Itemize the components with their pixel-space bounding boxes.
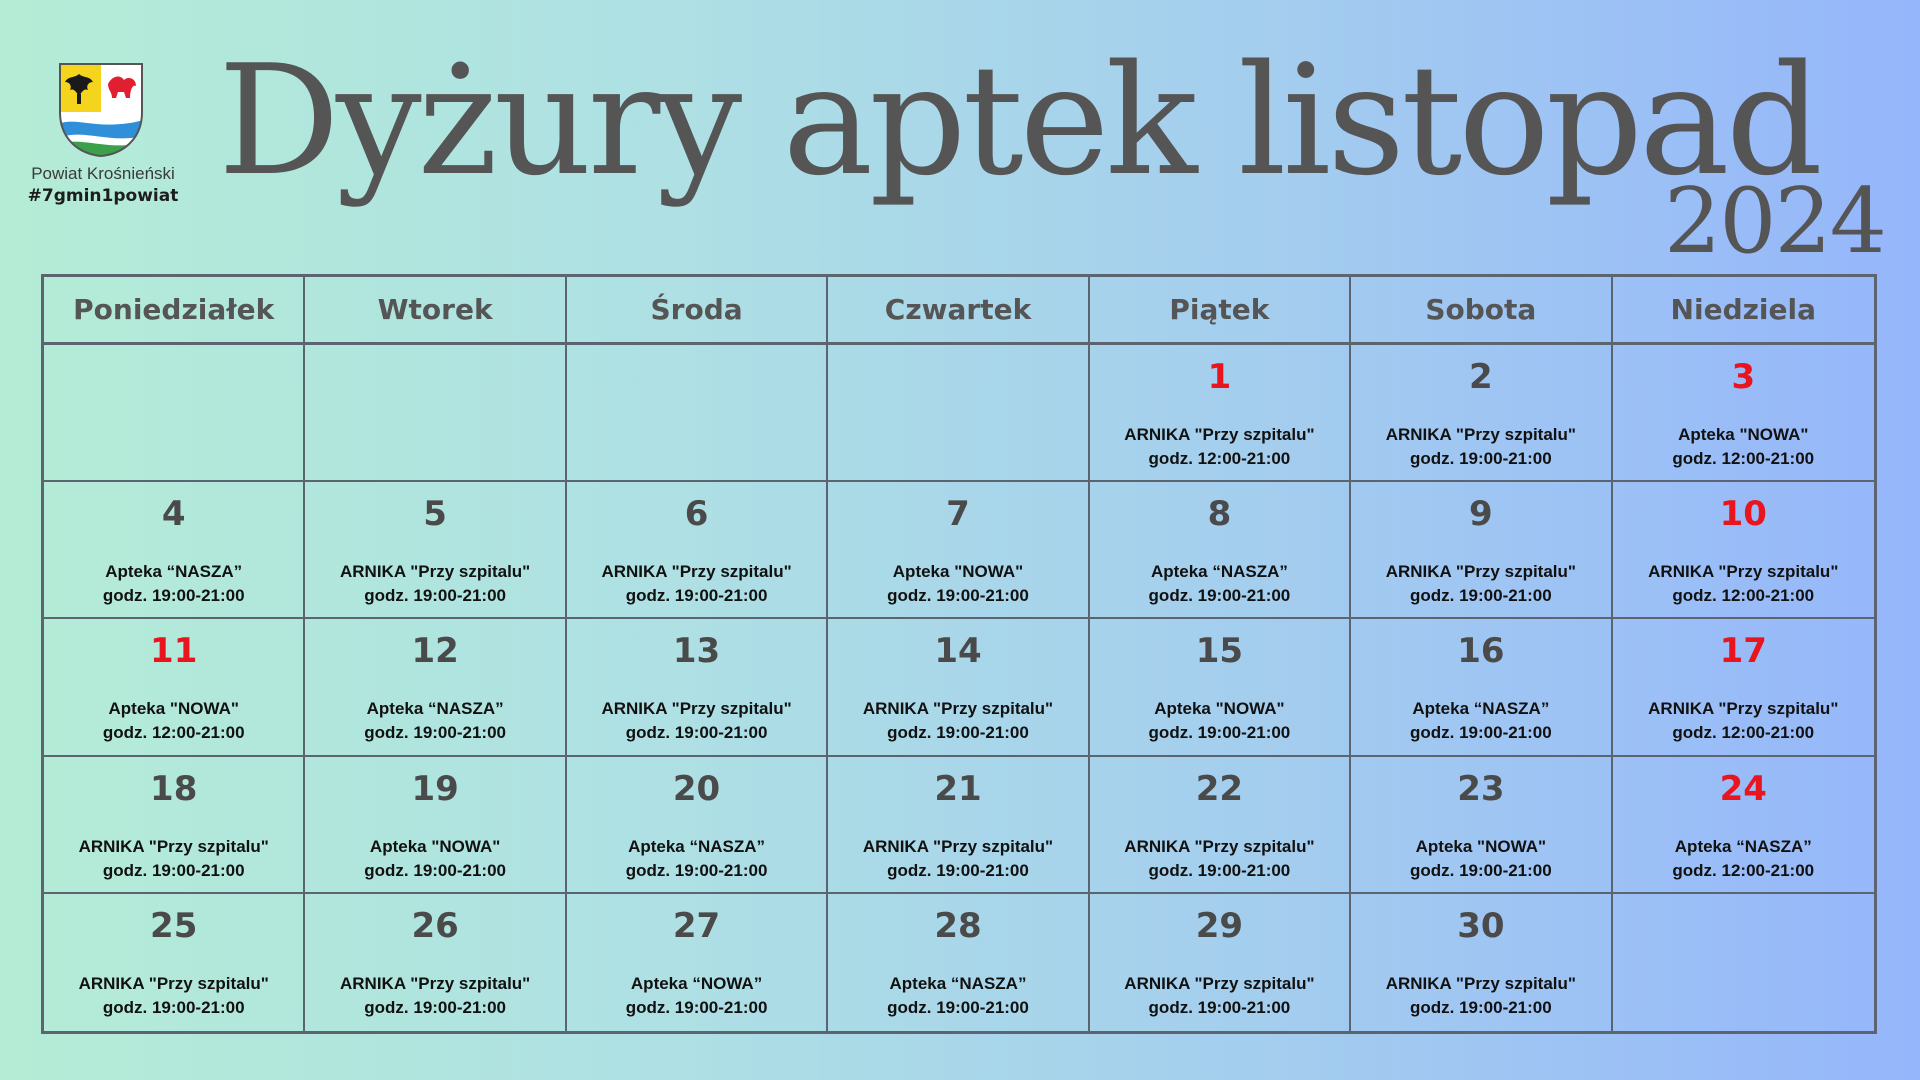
day-number: 22 xyxy=(1195,768,1244,809)
pharmacy-duty-info xyxy=(1090,835,1349,883)
pharmacy-name: ARNIKA "Przy szpitalu" xyxy=(862,836,1054,856)
day-number: 6 xyxy=(684,494,709,535)
duty-hours: godz. 19:00-21:00 xyxy=(1409,723,1552,743)
calendar-day-cell xyxy=(828,757,1089,894)
calendar-day-cell xyxy=(1351,482,1612,619)
pharmacy-name: ARNIKA "Przy szpitalu" xyxy=(78,973,269,993)
calendar-grid xyxy=(41,274,1877,1034)
calendar-day-cell xyxy=(828,482,1089,619)
pharmacy-duty-info xyxy=(305,835,564,883)
pharmacy-name: ARNIKA "Przy szpitalu" xyxy=(1124,973,1315,993)
day-number: 4 xyxy=(161,494,186,535)
pharmacy-duty-info xyxy=(1613,697,1874,745)
day-number: 10 xyxy=(1719,494,1767,535)
duty-hours: godz. 12:00-21:00 xyxy=(1672,860,1815,880)
day-number: 19 xyxy=(411,768,459,809)
pharmacy-name: ARNIKA "Przy szpitalu" xyxy=(1385,973,1576,993)
pharmacy-name: Apteka “NOWA” xyxy=(630,973,763,993)
pharmacy-name: ARNIKA "Przy szpitalu" xyxy=(601,699,792,719)
day-number: 13 xyxy=(672,631,721,672)
pharmacy-duty-info xyxy=(305,697,564,745)
calendar-day-cell xyxy=(1351,619,1612,756)
pharmacy-name: ARNIKA "Przy szpitalu" xyxy=(340,973,531,993)
calendar-day-cell xyxy=(1090,345,1351,482)
pharmacy-name: Apteka "NOWA" xyxy=(1678,425,1809,444)
pharmacy-name: Apteka “NASZA” xyxy=(105,562,243,582)
pharmacy-duty-info xyxy=(44,697,303,745)
pharmacy-name: Apteka "NOWA" xyxy=(108,699,239,719)
pharmacy-duty-info xyxy=(44,560,303,608)
calendar-day-cell xyxy=(567,482,828,619)
calendar-day-cell xyxy=(44,482,305,619)
duty-hours: godz. 19:00-21:00 xyxy=(887,723,1029,743)
calendar-day-cell xyxy=(1613,482,1874,619)
duty-hours: godz. 19:00-21:00 xyxy=(102,997,245,1017)
pharmacy-duty-info xyxy=(567,697,826,745)
pharmacy-duty-info xyxy=(1090,697,1349,745)
calendar-day-cell xyxy=(567,757,828,894)
calendar-day-cell xyxy=(1090,757,1351,894)
pharmacy-name: ARNIKA "Przy szpitalu" xyxy=(1648,562,1839,582)
pharmacy-name: ARNIKA "Przy szpitalu" xyxy=(601,562,792,582)
pharmacy-duty-info xyxy=(1090,423,1349,471)
calendar-day-cell xyxy=(305,345,566,482)
calendar-day-cell xyxy=(1351,757,1612,894)
brand-hashtag: #7gmin1powiat xyxy=(27,186,179,206)
day-number: 12 xyxy=(411,631,459,672)
pharmacy-name: ARNIKA "Przy szpitalu" xyxy=(1385,425,1576,444)
calendar-day-cell xyxy=(44,619,305,756)
duty-hours: godz. 19:00-21:00 xyxy=(625,860,768,880)
brand-name: Powiat Krośnieński xyxy=(31,164,175,183)
calendar-day-cell xyxy=(1613,619,1874,756)
pharmacy-name: Apteka "NOWA" xyxy=(369,836,501,856)
pharmacy-duty-info xyxy=(1613,835,1874,883)
pharmacy-duty-info xyxy=(1613,423,1874,471)
pharmacy-duty-info xyxy=(567,835,826,883)
day-number: 27 xyxy=(672,905,721,946)
year-label: 2024 xyxy=(1663,169,1885,274)
weekday-header: Piątek xyxy=(1090,277,1351,345)
duty-hours: godz. 19:00-21:00 xyxy=(887,860,1029,880)
pharmacy-name: ARNIKA "Przy szpitalu" xyxy=(78,836,269,856)
pharmacy-duty-info xyxy=(1090,972,1349,1020)
day-number: 26 xyxy=(411,905,459,946)
day-number: 25 xyxy=(150,905,198,946)
pharmacy-duty-info xyxy=(1613,560,1874,608)
weekday-header: Poniedziałek xyxy=(44,277,305,345)
page-title: Dyżury aptek listopad xyxy=(218,32,1819,209)
day-number: 15 xyxy=(1195,631,1244,672)
day-number: 28 xyxy=(934,905,982,946)
day-number: 2 xyxy=(1469,357,1493,397)
day-number: 7 xyxy=(946,494,970,535)
pharmacy-name: ARNIKA "Przy szpitalu" xyxy=(340,562,531,582)
pharmacy-name: Apteka "NOWA" xyxy=(1415,836,1547,856)
calendar-day-cell xyxy=(1351,345,1612,482)
calendar-day-cell xyxy=(1090,482,1351,619)
duty-hours: godz. 19:00-21:00 xyxy=(887,586,1029,606)
weekday-header: Czwartek xyxy=(828,277,1089,345)
pharmacy-duty-info xyxy=(567,560,826,608)
duty-hours: godz. 19:00-21:00 xyxy=(364,860,506,880)
calendar-day-cell xyxy=(305,619,566,756)
pharmacy-name: Apteka “NASZA” xyxy=(1674,836,1812,856)
duty-hours: godz. 19:00-21:00 xyxy=(102,586,245,606)
calendar-day-cell xyxy=(305,894,566,1031)
pharmacy-duty-info xyxy=(305,972,564,1020)
pharmacy-duty-info xyxy=(828,972,1087,1020)
pharmacy-name: ARNIKA "Przy szpitalu" xyxy=(1385,562,1576,582)
pharmacy-name: Apteka “NASZA” xyxy=(366,699,504,719)
duty-hours: godz. 19:00-21:00 xyxy=(364,586,506,606)
pharmacy-name: Apteka "NOWA" xyxy=(1154,699,1285,719)
day-number: 11 xyxy=(150,631,198,672)
calendar-day-cell xyxy=(1090,894,1351,1031)
calendar-day-cell xyxy=(1351,894,1612,1031)
weekday-header: Sobota xyxy=(1351,277,1612,345)
day-number: 17 xyxy=(1719,631,1767,672)
duty-hours: godz. 19:00-21:00 xyxy=(1148,586,1291,606)
duty-hours: godz. 12:00-21:00 xyxy=(1672,449,1815,468)
day-number: 30 xyxy=(1457,905,1505,946)
weekday-header: Niedziela xyxy=(1613,277,1874,345)
calendar-day-cell xyxy=(567,619,828,756)
day-number: 24 xyxy=(1719,768,1767,809)
calendar-day-cell xyxy=(1613,894,1874,1031)
pharmacy-duty-info xyxy=(828,697,1087,745)
day-number: 23 xyxy=(1457,768,1505,809)
pharmacy-duty-info xyxy=(1351,835,1610,883)
day-number: 5 xyxy=(423,494,447,535)
calendar-day-cell xyxy=(828,619,1089,756)
calendar-day-cell xyxy=(44,345,305,482)
calendar-day-cell xyxy=(828,894,1089,1031)
day-number: 14 xyxy=(934,631,982,672)
day-number: 20 xyxy=(672,768,721,809)
calendar-day-cell xyxy=(567,345,828,482)
duty-hours: godz. 19:00-21:00 xyxy=(625,586,768,606)
calendar-day-cell xyxy=(567,894,828,1031)
calendar-day-cell xyxy=(1090,619,1351,756)
coat-of-arms-icon xyxy=(58,62,144,158)
pharmacy-duty-info xyxy=(44,972,303,1020)
duty-hours: godz. 19:00-21:00 xyxy=(1409,860,1552,880)
weekday-header: Wtorek xyxy=(305,277,566,345)
pharmacy-duty-info xyxy=(1351,560,1610,608)
pharmacy-duty-info xyxy=(305,560,564,608)
pharmacy-duty-info xyxy=(1351,697,1610,745)
pharmacy-duty-info xyxy=(567,972,826,1020)
duty-hours: godz. 19:00-21:00 xyxy=(887,997,1029,1017)
duty-hours: godz. 19:00-21:00 xyxy=(625,997,768,1017)
pharmacy-duty-info xyxy=(1351,423,1610,471)
duty-hours: godz. 19:00-21:00 xyxy=(102,860,245,880)
pharmacy-name: ARNIKA "Przy szpitalu" xyxy=(862,699,1054,719)
pharmacy-duty-info xyxy=(1351,972,1610,1020)
calendar-day-cell xyxy=(44,757,305,894)
duty-hours: godz. 12:00-21:00 xyxy=(102,723,245,743)
duty-hours: godz. 12:00-21:00 xyxy=(1672,586,1815,606)
duty-hours: godz. 19:00-21:00 xyxy=(1148,997,1291,1017)
pharmacy-name: Apteka “NASZA” xyxy=(889,973,1027,993)
duty-hours: godz. 19:00-21:00 xyxy=(1148,723,1291,743)
pharmacy-name: Apteka “NASZA” xyxy=(1412,699,1550,719)
pharmacy-duty-info xyxy=(44,835,303,883)
calendar-day-cell xyxy=(828,345,1089,482)
pharmacy-name: Apteka "NOWA" xyxy=(892,562,1024,582)
duty-hours: godz. 19:00-21:00 xyxy=(1409,997,1552,1017)
weekday-header: Środa xyxy=(567,277,828,345)
duty-hours: godz. 19:00-21:00 xyxy=(1409,449,1552,468)
duty-hours: godz. 12:00-21:00 xyxy=(1672,723,1815,743)
calendar-day-cell xyxy=(305,757,566,894)
pharmacy-duty-info xyxy=(828,560,1087,608)
day-number: 8 xyxy=(1207,494,1232,535)
calendar-day-cell xyxy=(1613,757,1874,894)
pharmacy-name: ARNIKA "Przy szpitalu" xyxy=(1648,699,1839,719)
pharmacy-name: ARNIKA "Przy szpitalu" xyxy=(1124,836,1315,856)
duty-hours: godz. 19:00-21:00 xyxy=(625,723,768,743)
duty-hours: godz. 19:00-21:00 xyxy=(1409,586,1552,606)
day-number: 9 xyxy=(1469,494,1493,535)
day-number: 16 xyxy=(1457,631,1505,672)
pharmacy-name: ARNIKA "Przy szpitalu" xyxy=(1124,425,1315,444)
pharmacy-name: Apteka “NASZA” xyxy=(1150,562,1288,582)
day-number: 21 xyxy=(934,768,982,809)
day-number: 29 xyxy=(1195,905,1244,946)
day-number: 1 xyxy=(1207,357,1232,397)
duty-hours: godz. 19:00-21:00 xyxy=(364,997,506,1017)
calendar-day-cell xyxy=(44,894,305,1031)
duty-hours: godz. 12:00-21:00 xyxy=(1148,449,1291,468)
calendar-day-cell xyxy=(305,482,566,619)
day-number: 3 xyxy=(1731,357,1756,397)
pharmacy-name: Apteka “NASZA” xyxy=(628,836,766,856)
duty-hours: godz. 19:00-21:00 xyxy=(1148,860,1291,880)
pharmacy-duty-info xyxy=(1090,560,1349,608)
pharmacy-duty-info xyxy=(828,835,1087,883)
duty-hours: godz. 19:00-21:00 xyxy=(364,723,506,743)
day-number: 18 xyxy=(150,768,198,809)
calendar-day-cell xyxy=(1613,345,1874,482)
